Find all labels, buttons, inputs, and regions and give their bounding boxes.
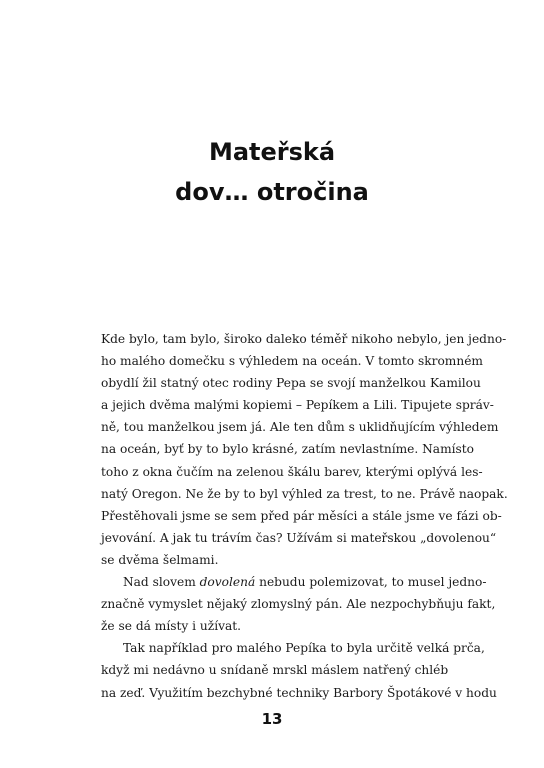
text-line: na oceán, byť by to bylo krásné, zatím nevlastníme. Namísto xyxy=(101,442,475,457)
text-segment: Nad slovem xyxy=(123,575,200,590)
emphasized-word: dovolená xyxy=(199,575,256,590)
text-line: značně vymyslet nějaký zlomyslný pán. Ale nezpochybňuju fakt, xyxy=(101,597,496,612)
text-line: jevování. A jak tu trávím čas? Užívám si mateřskou „dovolenou“ xyxy=(101,530,497,545)
text-line: se dvěma šelmami. xyxy=(101,552,219,567)
text-line: že se dá místy i užívat. xyxy=(101,619,242,634)
text-line: když mi nedávno u snídaně mrskl máslem natřený chléb xyxy=(101,663,449,678)
page-number: 13 xyxy=(261,710,283,728)
chapter-title-line-1: Mateřská xyxy=(208,138,336,166)
text-line: obydlí žil statný otec rodiny Pepa se svojí manželkou Kamilou xyxy=(101,376,481,391)
chapter-title-line-2: dov… otročina xyxy=(175,178,369,206)
text-line: ho malého domečku s výhledem na oceán. V tomto skromném xyxy=(101,354,483,369)
text-line: Kde bylo, tam bylo, široko daleko téměř nikoho nebylo, jen jedno- xyxy=(101,332,507,346)
text-line: toho z okna čučím na zelenou škálu barev, kterými oplývá les- xyxy=(101,464,483,479)
text-line: Tak například pro malého Pepíka to byla určitě velká prča, xyxy=(123,641,485,656)
chapter-body xyxy=(101,328,508,704)
text-line: a jejich dvěma malými kopiemi – Pepíkem a Lili. Tipujete správ- xyxy=(101,398,494,413)
text-line: natý Oregon. Ne že by to byl výhled za trest, to ne. Právě naopak. xyxy=(101,486,508,501)
text-line: Přestěhovali jsme se sem před pár měsíci a stále jsme ve fázi ob- xyxy=(101,508,502,523)
text-line xyxy=(101,571,487,593)
chapter-title xyxy=(0,132,544,212)
text-line: na zeď. Využitím bezchybné techniky Barbory Špotákové v hodu xyxy=(101,685,497,700)
text-line: ně, tou manželkou jsem já. Ale ten dům s uklidňujícím výhledem xyxy=(101,420,499,435)
text-segment: nebudu polemizovat, to musel jedno- xyxy=(255,575,487,590)
